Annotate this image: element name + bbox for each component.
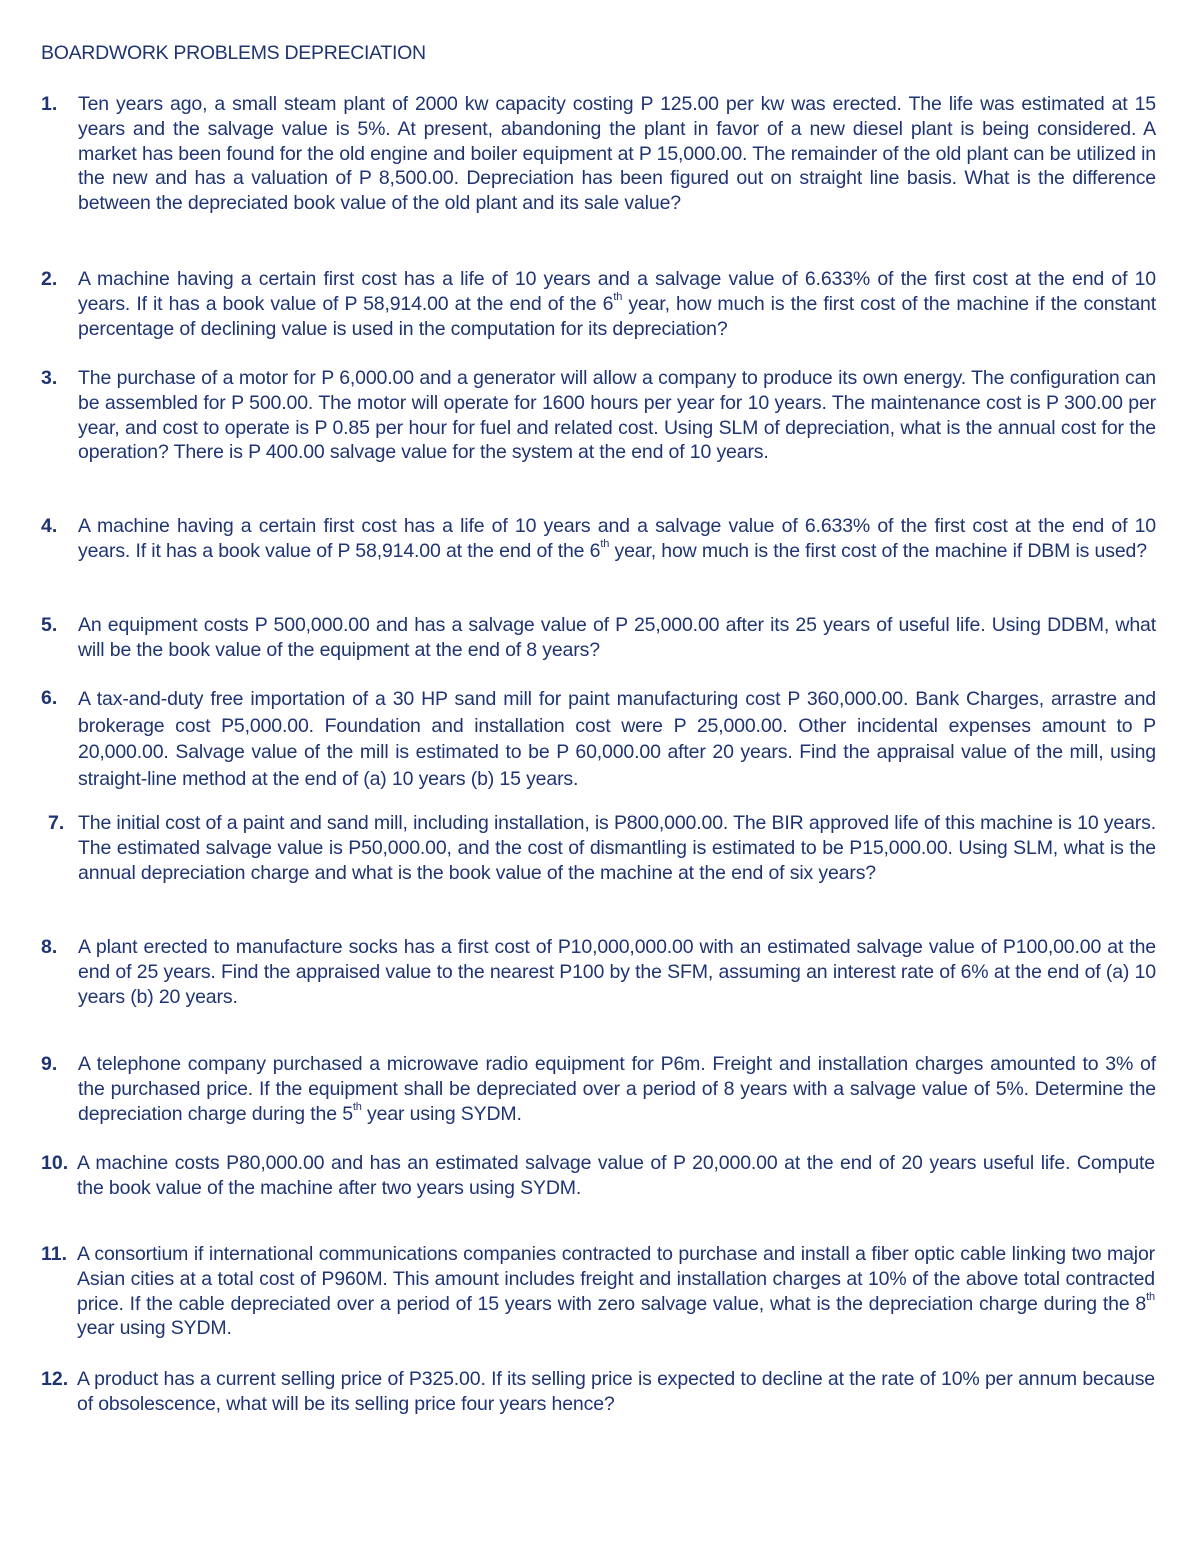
ordinal-suffix: th <box>600 538 610 551</box>
problem-number: 12. <box>41 1368 69 1390</box>
ordinal-suffix: th <box>613 291 623 304</box>
problem-number: 7. <box>48 812 65 834</box>
problem-number: 1. <box>41 93 58 115</box>
problem-text: A machine costs P80,000.00 and has an estimated salvage value of P 20,000.00 at the end of 20 years useful life. Compute the book value of the machine after two years using SYDM. <box>77 1152 1155 1199</box>
problem-text: Ten years ago, a small steam plant of 2000 kw capacity costing P 125.00 per kw was erected. The life was estimated at 15 years and the salvage value is 5%. At present, abandoning the plant in favor of a new diesel plant is being considered. A market has been found for the old engine and boiler equipment at P 15,000.00. The remainder of the old plant can be utilized in the new and has a valuation of P 8,500.00. Depreciation has been figured out on straight line basis. What is the difference between the depreciated book value of the old plant and its sale value? <box>78 93 1156 215</box>
problem-text <box>77 1242 1155 1341</box>
problem-text <box>78 267 1156 341</box>
document-title: BOARDWORK PROBLEMS DEPRECIATION <box>41 42 426 64</box>
problem-number: 3. <box>41 367 58 389</box>
problem-text-part: A machine having a certain first cost has a life of 10 years and a salvage value of 6.633% of the first cost at the end of 10 years. If it has a book value of P 58,914.00 at the end of the 6 <box>78 515 1156 562</box>
problem-number: 9. <box>41 1053 58 1075</box>
problem-number: 10. <box>41 1152 69 1174</box>
problem-text-part: year, how much is the first cost of the machine if the constant percentage of declining value is used in the computation for its depreciation? <box>78 292 1157 340</box>
ordinal-suffix: th <box>352 1101 362 1114</box>
problem-number: 8. <box>41 936 58 958</box>
problem-number: 4. <box>41 515 58 537</box>
problem-text: A product has a current selling price of P325.00. If its selling price is expected to decline at the rate of 10% per annum because of obsolescence, what will be its selling price four years hence? <box>77 1368 1155 1415</box>
problem-text-part: A consortium if international communications companies contracted to purchase and install a fiber optic cable linking two major Asian cities at a total cost of P960M. This amount includes freight and installation charges at 10% of the above total contracted price. If the cable depreciated over a period of 15 years with zero salvage value, what is the depreciation charge during the 8 <box>77 1243 1155 1315</box>
ordinal-suffix: th <box>1146 1291 1155 1304</box>
problem-text-part: A telephone company purchased a microwave radio equipment for P6m. Freight and installation charges amounted to 3% of the purchased price. If the equipment shall be depreciated over a period of 8 years with a salvage value of 5%. Determine the depreciation charge during the 5 <box>78 1053 1156 1125</box>
problem-number: 11. <box>41 1243 68 1265</box>
problem-text <box>78 1052 1156 1126</box>
problem-number: 2. <box>41 268 58 290</box>
problem-text-part: year, how much is the first cost of the machine if DBM is used? <box>609 539 1147 562</box>
problem-text <box>78 514 1156 564</box>
problem-text: The initial cost of a paint and sand mill, including installation, is P800,000.00. The BIR approved life of this machine is 10 years. The estimated salvage value is P50,000.00, and the cost of dismantling is estimated to be P15,000.00. Using SLM, what is the annual depreciation charge and what is the book value of the machine at the end of six years? <box>78 812 1156 884</box>
problem-number: 5. <box>41 614 58 636</box>
problem-text-part: year using SYDM. <box>77 1317 232 1340</box>
problem-text: A plant erected to manufacture socks has a first cost of P10,000,000.00 with an estimated salvage value of P100,00.00 at the end of 25 years. Find the appraised value to the nearest P100 by the SFM, assuming an interest rate of 6% at the end of (a) 10 years (b) 20 years. <box>78 936 1156 1008</box>
problem-text: An equipment costs P 500,000.00 and has a salvage value of P 25,000.00 after its 25 years of useful life. Using DDBM, what will be the book value of the equipment at the end of 8 years? <box>78 614 1156 661</box>
problem-text: The purchase of a motor for P 6,000.00 and a generator will allow a company to produce its own energy. The configuration can be assembled for P 500.00. The motor will operate for 1600 hours per year for 10 years. The maintenance cost is P 300.00 per year, and cost to operate is P 0.85 per hour for fuel and related cost. Using SLM of depreciation, what is the annual cost for the operation? There is P 400.00 salvage value for the system at the end of 10 years. <box>78 367 1156 464</box>
problem-number: 6. <box>41 687 58 709</box>
problem-text-part: A machine having a certain first cost has a life of 10 years and a salvage value of 6.633% of the first cost at the end of 10 years. If it has a book value of P 58,914.00 at the end of the 6 <box>78 268 1156 315</box>
problem-text-part: year using SYDM. <box>361 1102 522 1125</box>
problem-text: A tax-and-duty free importation of a 30 HP sand mill for paint manufacturing cost P 360,000.00. Bank Charges, arrastre and brokerage cost P5,000.00. Foundation and installation cost were P 25,000.00. Other incidental expenses amount to P 20,000.00. Salvage value of the mill is estimated to be P 60,000.00 after 20 years. Find the appraisal value of the mill, using straight-line method at the end of (a) 10 years (b) 15 years. <box>78 688 1156 790</box>
